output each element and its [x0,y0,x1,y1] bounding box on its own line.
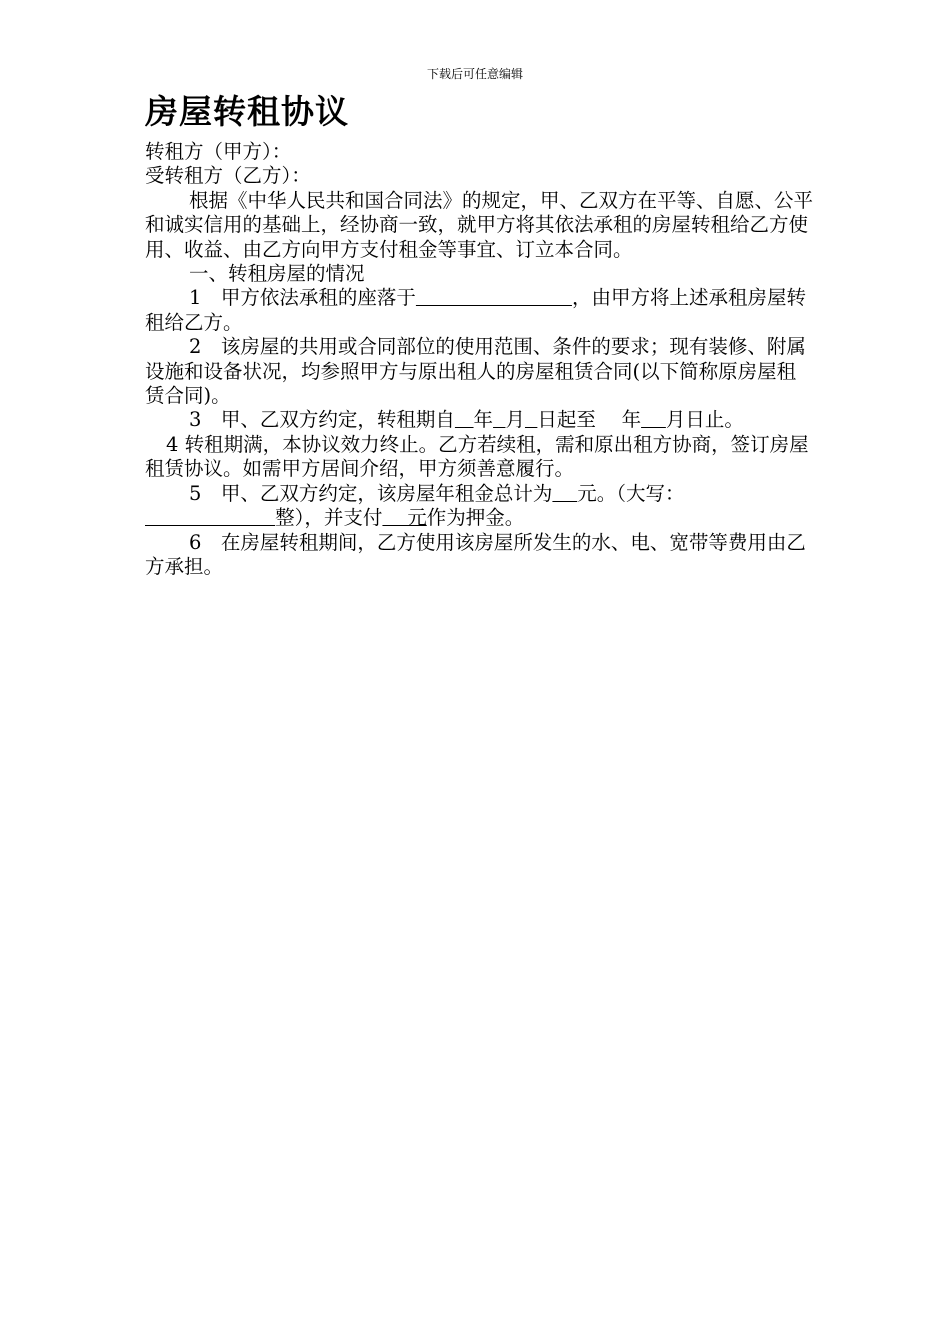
preamble-paragraph: 根据《中华人民共和国合同法》的规定，甲、乙双方在平等、自愿、公平和诚实信用的基础上，经协商一致，就甲方将其依法承租的房屋转租给乙方使用、收益、由乙方向甲方支付租金等事宜、订立本合同。 [145,188,814,261]
clause-1 [145,286,815,335]
page-header-note: 下载后可任意编辑 [426,67,523,81]
lessee-line: 受转租方（乙方）： [145,164,311,188]
lessor-line: 转租方（甲方）： [145,140,292,163]
clause-5-text-e: 作为押金。 [426,506,525,530]
section-heading-1: 一、转租房屋的情况 [189,262,365,286]
end-month-blank [641,408,666,431]
start-month-blank [493,408,505,431]
clause-3-text-a: 3 甲、乙双方约定，转租期自 [189,408,455,432]
clause-5 [145,482,815,531]
address-blank [416,286,572,309]
clause-1-text-a: 1 甲方依法承租的座落于 [189,286,416,310]
clause-2: 2 该房屋的共用或合同部位的使用范围、条件的要求；现有装修、附属设施和设备状况，均参照甲方与原出租人的房屋租赁合同(以下简称原房屋租赁合同)。 [145,335,806,408]
clause-3 [145,408,815,432]
clause-6: 6 在房屋转租期间，乙方使用该房屋所发生的水、电、宽带等费用由乙方承担。 [145,530,806,578]
rent-amount-blank [552,482,577,505]
start-day-blank [525,408,537,431]
clause-3-month-label: 月 [505,408,525,432]
document-title: 房屋转租协议 [145,92,349,131]
document-body [145,140,815,579]
clause-5-text-a: 5 甲、乙双方约定，该房屋年租金总计为 [189,481,553,505]
clause-3-text-e: 日起至 年 [537,408,642,432]
start-year-blank [455,408,474,431]
clause-5-text-c: 元。（大写： [577,481,685,505]
clause-1-text-b: ，由甲方将上述承租房屋转租给乙方。 [145,286,806,334]
clause-3-year-label: 年 [473,408,494,432]
rent-written-blank [145,506,275,529]
clause-4: 4 转租期满，本协议效力终止。乙方若续租，需和原出租方协商，签订房屋租赁协议。如需甲方居间介绍，甲方须善意履行。 [145,432,809,481]
clause-3-text-f: 月日止。 [665,408,744,432]
clause-5-text-d: 整），并支付 [275,506,383,530]
deposit-blank: 元 [382,506,427,530]
